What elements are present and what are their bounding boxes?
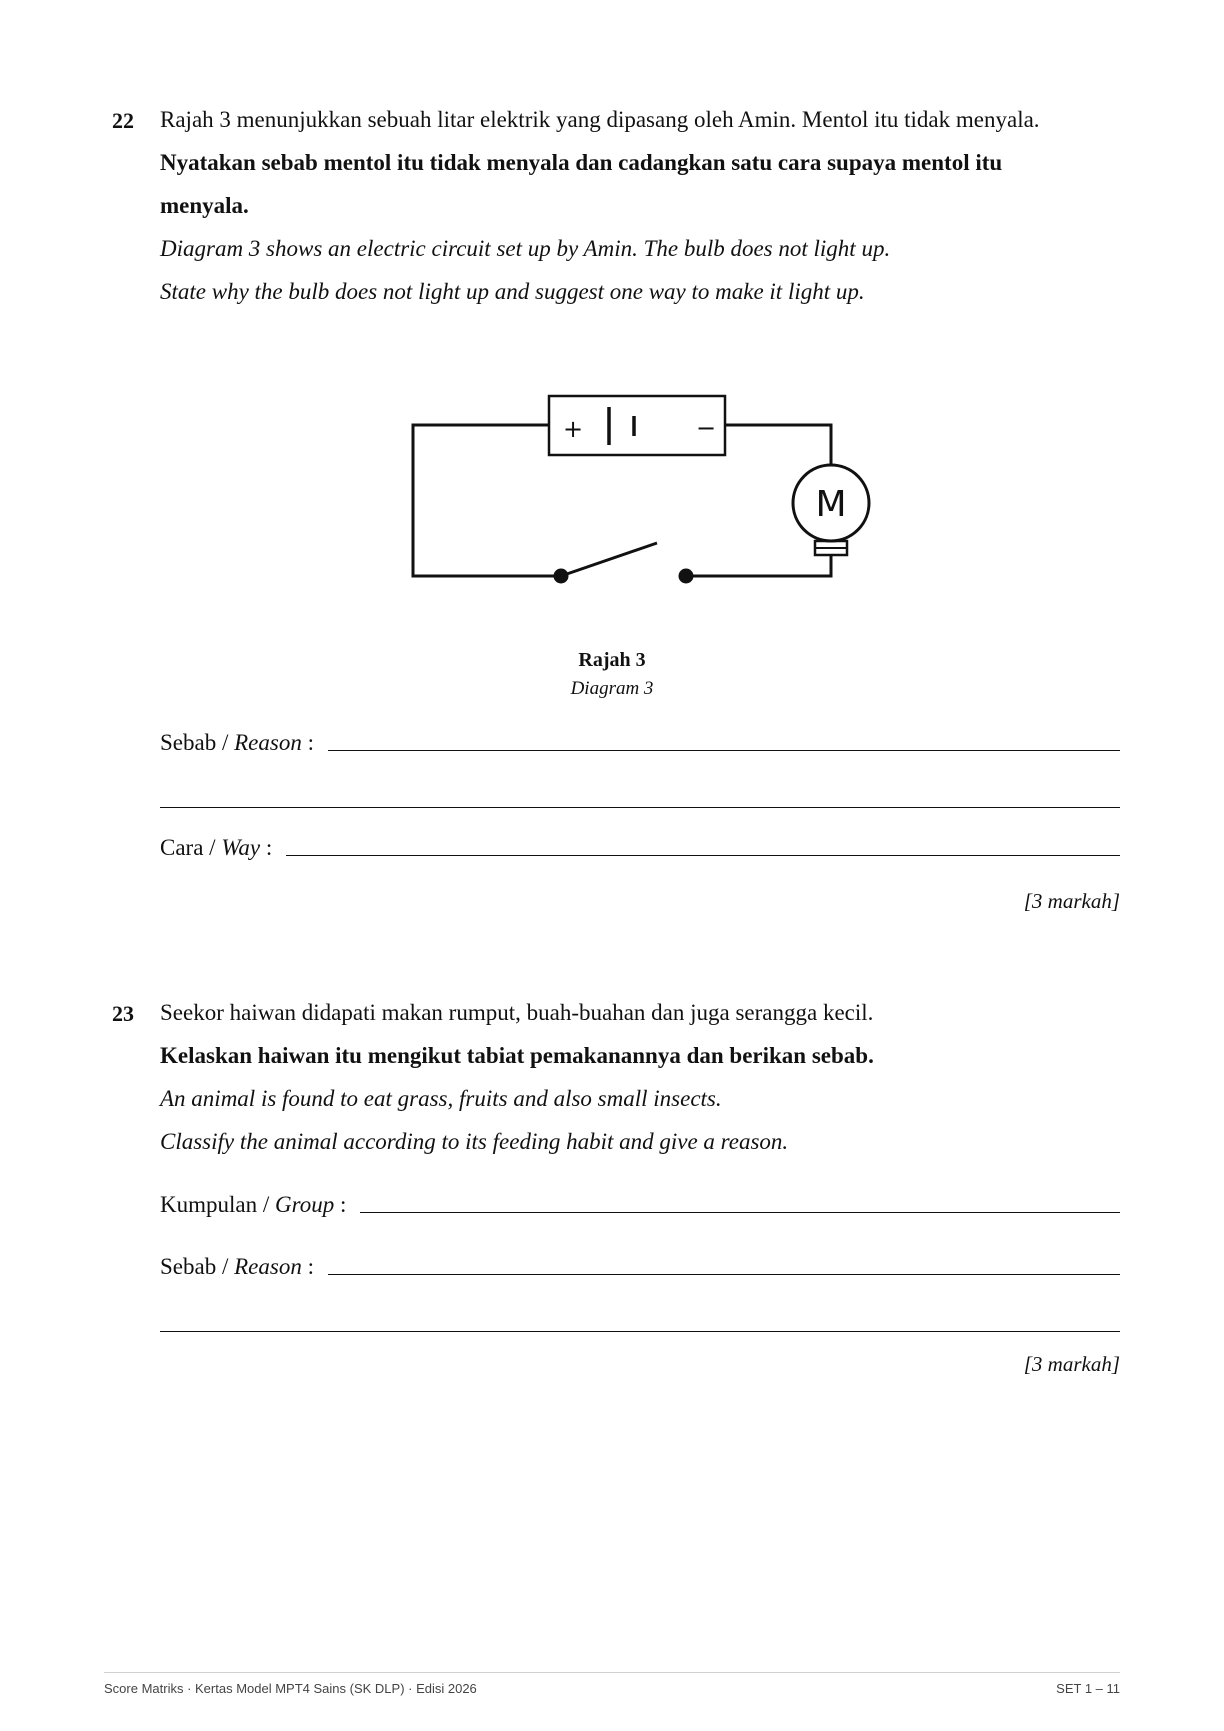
question-text — [160, 98, 1122, 313]
footer-source: Score Matriks · Kertas Model MPT4 Sains (SK DLP) · Edisi 2026 — [104, 1681, 477, 1696]
reason-label: Sebab / Reason : — [160, 1254, 314, 1279]
way-answer-line[interactable] — [286, 855, 1120, 856]
group-answer-field[interactable] — [160, 1192, 1120, 1218]
reason-answer-field-q23[interactable] — [160, 1254, 1120, 1280]
battery-plus-sign: + — [562, 415, 584, 443]
question-instruction-my-cont: menyala. — [160, 193, 249, 218]
diagram-caption-en: Diagram 3 — [570, 678, 654, 699]
group-label: Kumpulan / Group : — [160, 1192, 347, 1217]
marks-q23: [3 markah] — [1023, 1352, 1120, 1376]
wire-bottom-right — [686, 554, 831, 576]
footer-page-number: SET 1 – 11 — [1056, 1681, 1120, 1696]
group-answer-line[interactable] — [360, 1212, 1120, 1213]
wire-left — [413, 425, 561, 576]
question-line-en: An animal is found to eat grass, fruits and also small insects. — [160, 1086, 722, 1111]
question-text — [160, 991, 1122, 1163]
question-line-en: Diagram 3 shows an electric circuit set up by Amin. The bulb does not light up. — [160, 236, 891, 261]
question-number: 22 — [112, 108, 134, 133]
question-instruction-my: Kelaskan haiwan itu mengikut tabiat pemakanannya dan berikan sebab. — [160, 1043, 874, 1068]
way-label: Cara / Way : — [160, 835, 273, 860]
reason-answer-line-2[interactable] — [160, 1331, 1120, 1332]
question-line-my: Rajah 3 menunjukkan sebuah litar elektrik yang dipasang oleh Amin. Mentol itu tidak menyala. — [160, 107, 1040, 132]
switch-contact-left — [554, 569, 569, 584]
wire-right — [725, 425, 831, 464]
marks-q22: [3 markah] — [1023, 889, 1120, 913]
battery-minus-sign: − — [695, 414, 717, 442]
reason-answer-line-1[interactable] — [328, 1274, 1120, 1275]
reason-answer-field[interactable] — [160, 730, 1120, 756]
question-instruction-my: Nyatakan sebab mentol itu tidak menyala dan cadangkan satu cara supaya mentol itu — [160, 150, 1003, 175]
way-answer-field[interactable] — [160, 835, 1120, 861]
question-line-my: Seekor haiwan didapati makan rumput, buah-buahan dan juga serangga kecil. — [160, 1000, 874, 1025]
circuit-diagram — [0, 370, 1224, 630]
switch-contact-right — [679, 569, 694, 584]
reason-label: Sebab / Reason : — [160, 730, 314, 755]
question-instruction-en: Classify the animal according to its feeding habit and give a reason. — [160, 1129, 789, 1154]
switch-lever — [561, 543, 657, 576]
question-number: 23 — [112, 1001, 134, 1026]
diagram-caption-my: Rajah 3 — [578, 649, 646, 671]
question-instruction-en: State why the bulb does not light up and suggest one way to make it light up. — [160, 279, 865, 304]
bulb-label: M — [815, 484, 847, 525]
page-footer — [104, 1672, 1120, 1696]
reason-answer-line-2[interactable] — [160, 807, 1120, 808]
reason-answer-line-1[interactable] — [328, 750, 1120, 751]
